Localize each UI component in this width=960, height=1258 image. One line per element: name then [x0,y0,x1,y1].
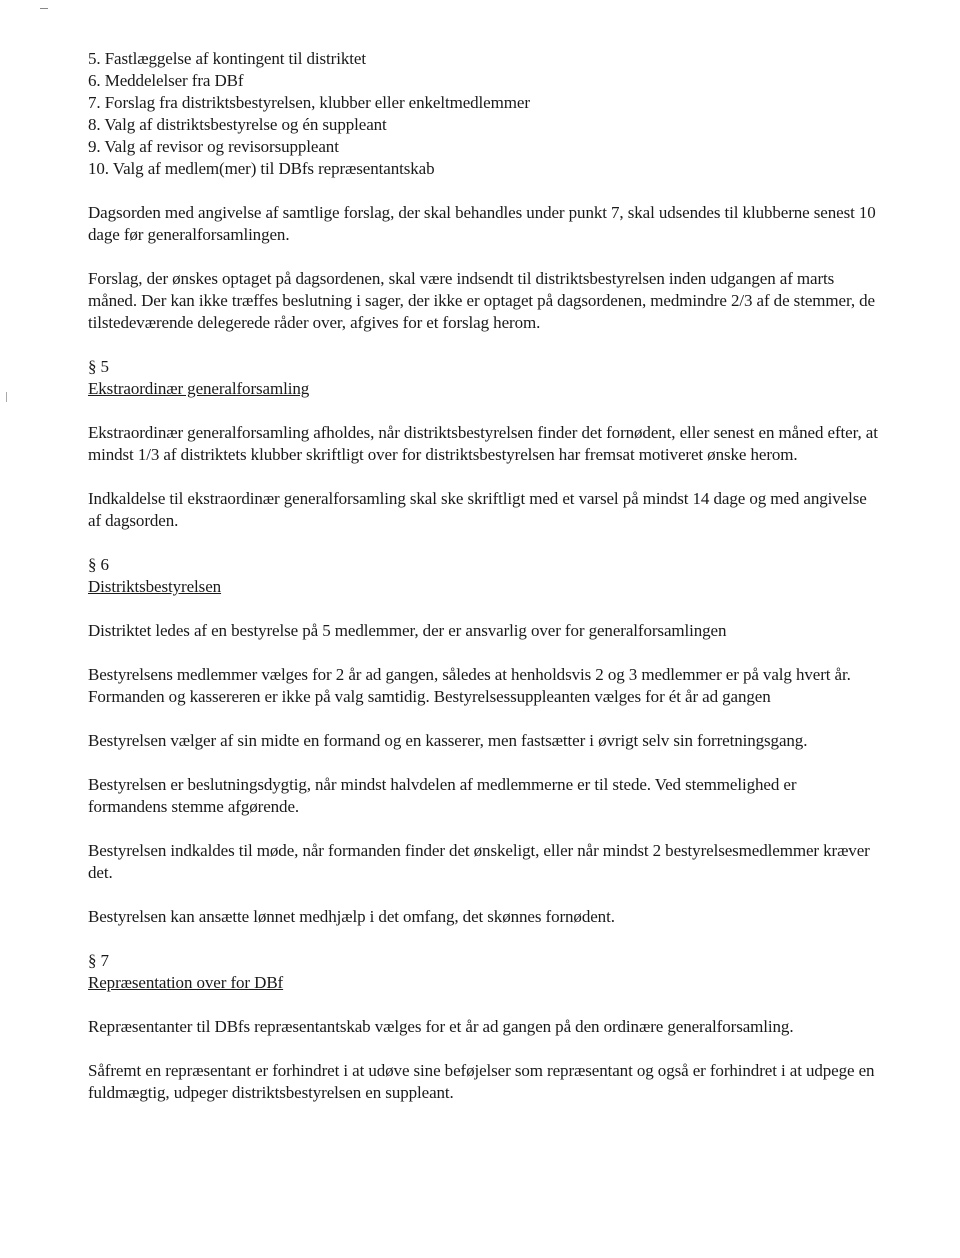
paragraph: Bestyrelsens medlemmer vælges for 2 år ad gangen, således at henholdsvis 2 og 3 medlemmer er på valg hvert år. Formanden og kassereren er ikke på valg samtidig. Bestyrelsessuppleanten vælges for ét år ad gangen [88,665,851,706]
agenda-item: 8. Valg af distriktsbestyrelse og én suppleant [88,115,387,134]
section-number: § 5 [88,357,109,376]
document-body [88,48,878,1104]
section-number: § 6 [88,555,109,574]
paragraph: Distriktet ledes af en bestyrelse på 5 medlemmer, der er ansvarlig over for generalforsamlingen [88,621,727,640]
section-number: § 7 [88,951,109,970]
paragraph: Såfremt en repræsentant er forhindret i at udøve sine beføjelser som repræsentant og også er forhindret i at udpege en fuldmægtig, udpeger distriktsbestyrelsen en suppleant. [88,1061,875,1102]
agenda-item: 7. Forslag fra distriktsbestyrelsen, klubber eller enkeltmedlemmer [88,93,530,112]
paragraph: Dagsorden med angivelse af samtlige forslag, der skal behandles under punkt 7, skal udsendes til klubberne senest 10 dage før generalforsamlingen. [88,203,876,244]
paragraph: Bestyrelsen indkaldes til møde, når formanden finder det ønskeligt, eller når mindst 2 bestyrelsesmedlemmer kræver det. [88,841,870,882]
agenda-item: 10. Valg af medlem(mer) til DBfs repræsentantskab [88,159,435,178]
section-title: Ekstraordinær generalforsamling [88,379,310,398]
paragraph: Forslag, der ønskes optaget på dagsordenen, skal være indsendt til distriktsbestyrelsen inden udgangen af marts måned. Der kan ikke træffes beslutning i sager, der ikke er optaget på dagsordenen, medmindre 2/3 af de stemmer, de tilstedeværende delegerede råder over, afgives for et forslag herom. [88,269,875,332]
agenda-item: 6. Meddelelser fra DBf [88,71,244,90]
paragraph: Indkaldelse til ekstraordinær generalforsamling skal ske skriftligt med et varsel på mindst 14 dage og med angivelse af dagsorden. [88,489,867,530]
paragraph: Bestyrelsen vælger af sin midte en formand og en kasserer, men fastsætter i øvrigt selv sin forretningsgang. [88,731,808,750]
scan-artifact [6,392,7,402]
scan-artifact [40,8,48,9]
paragraph: Bestyrelsen kan ansætte lønnet medhjælp i det omfang, det skønnes fornødent. [88,907,615,926]
section-title: Repræsentation over for DBf [88,973,284,992]
agenda-list [88,48,878,180]
agenda-item: 9. Valg af revisor og revisorsuppleant [88,137,339,156]
paragraph: Bestyrelsen er beslutningsdygtig, når mindst halvdelen af medlemmerne er til stede. Ved stemmelighed er formandens stemme afgørende. [88,775,797,816]
agenda-item: 5. Fastlæggelse af kontingent til distriktet [88,49,366,68]
section-title: Distriktsbestyrelsen [88,577,222,596]
paragraph: Ekstraordinær generalforsamling afholdes, når distriktsbestyrelsen finder det fornødent, eller senest en måned efter, at mindst 1/3 af distriktets klubber skriftligt over for distriktsbestyrelsen har fremsat motiveret ønske herom. [88,423,878,464]
paragraph: Repræsentanter til DBfs repræsentantskab vælges for et år ad gangen på den ordinære generalforsamling. [88,1017,794,1036]
